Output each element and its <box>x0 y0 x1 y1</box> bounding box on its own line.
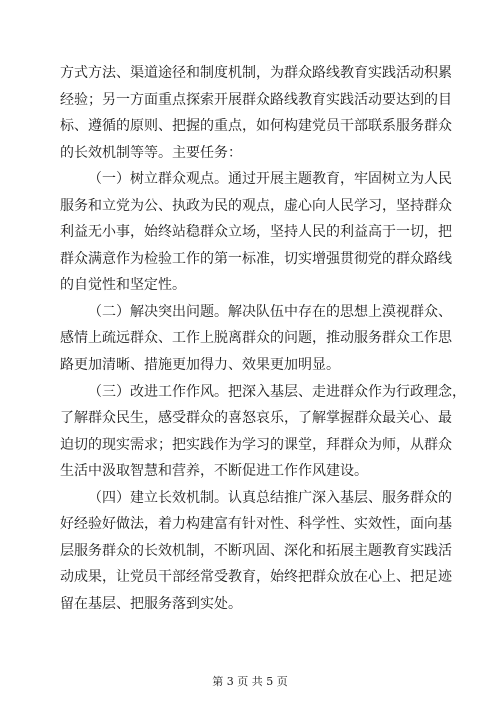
section-2-line: 路更加清晰、措施更加得力、效果更加明显。 <box>60 357 340 374</box>
section-4-line: （四）建立长效机制。认真总结推广深入基层、服务群众的 <box>88 489 452 506</box>
section-4-line: 好经验好做法，着力构建富有针对性、科学性、实效性，面向基 <box>60 516 452 533</box>
section-1-line: 的自觉性和坚定性。 <box>60 277 186 294</box>
section-4-line: 动成果，让党员干部经常受教育，始终把群众放在心上、把足迹 <box>60 569 452 586</box>
section-1-line: 群众满意作为检验工作的第一标准，切实增强贯彻党的群众路线 <box>60 250 452 267</box>
section-2-line: （二）解决突出问题。解决队伍中存在的思想上漠视群众、 <box>88 303 452 320</box>
section-3-line: 了解群众民生，感受群众的喜怒哀乐，了解掌握群众最关心、最 <box>60 410 452 427</box>
section-3-line: 生活中汲取智慧和营养，不断促进工作作风建设。 <box>60 463 368 480</box>
section-4-line: 层服务群众的长效机制，不断巩固、深化和拓展主题教育实践活 <box>60 542 452 559</box>
text-line: 经验；另一方面重点探索开展群众路线教育实践活动要达到的目 <box>60 91 452 108</box>
section-2-line: 感情上疏远群众、工作上脱离群众的问题，推动服务群众工作思 <box>60 330 452 347</box>
section-3-line: （三）改进工作作风。把深入基层、走进群众作为行政理念， <box>88 383 466 400</box>
text-line: 方式方法、渠道途径和制度机制，为群众路线教育实践活动积累 <box>60 65 452 81</box>
section-1-line: 利益无小事，始终站稳群众立场，坚持人民的利益高于一切，把 <box>60 224 452 241</box>
section-3-line: 迫切的现实需求；把实践作为学习的课堂，拜群众为师，从群众 <box>60 436 452 453</box>
section-4-line: 留在基层、把服务落到实处。 <box>60 595 242 612</box>
section-1-line: （一）树立群众观点。通过开展主题教育，牢固树立为人民 <box>88 171 452 188</box>
text-line: 标、遵循的原则、把握的重点，如何构建党员干部联系服务群众 <box>60 118 452 135</box>
section-1-line: 服务和立党为公、执政为民的观点，虚心向人民学习，坚持群众 <box>60 197 452 214</box>
page-footer: 第 3 页 共 5 页 <box>212 675 288 688</box>
text-line: 的长效机制等等。主要任务： <box>60 144 242 161</box>
document-body <box>60 60 466 617</box>
